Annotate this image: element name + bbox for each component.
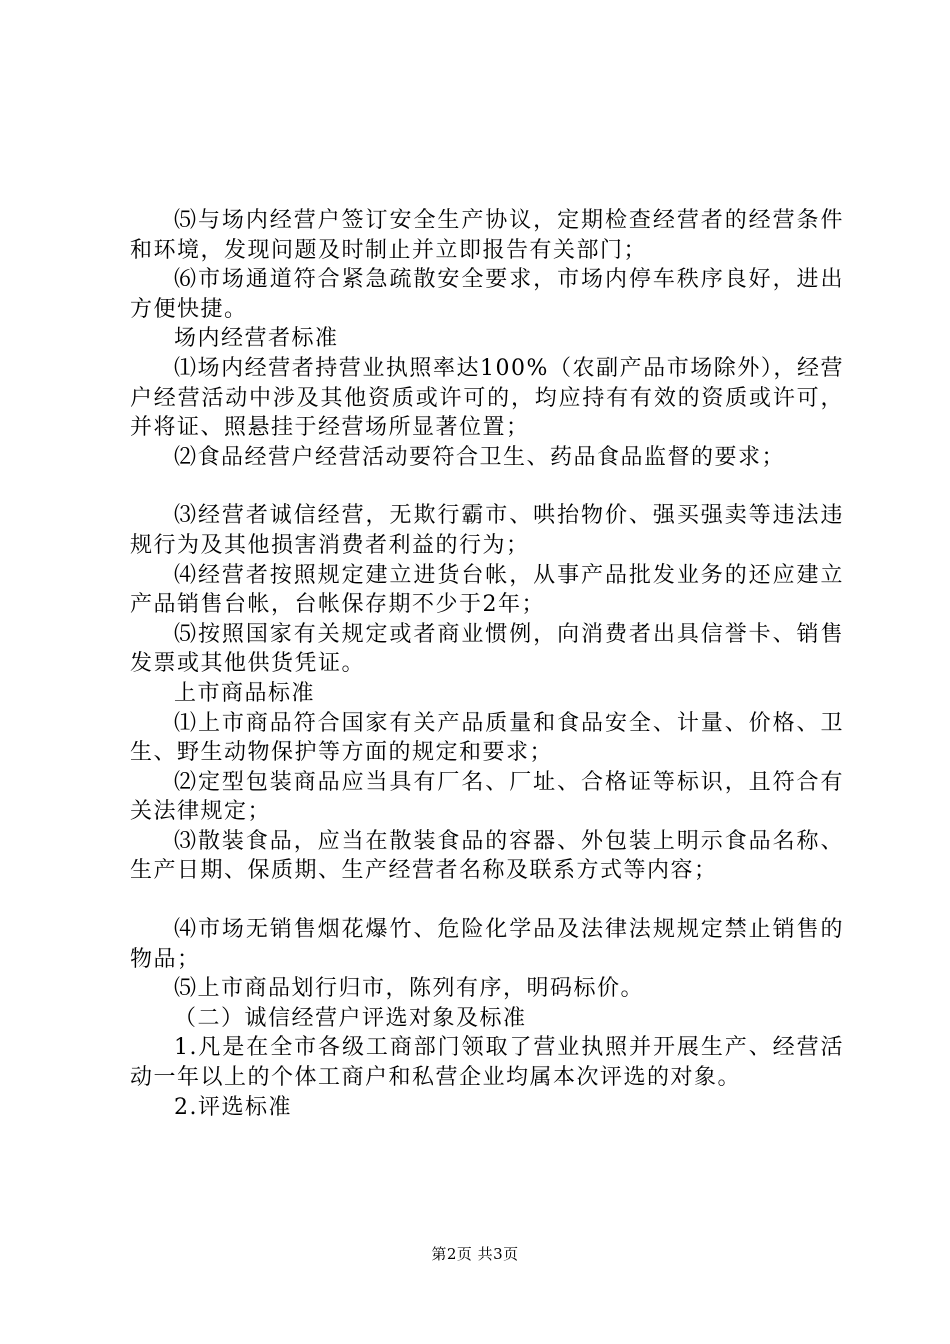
page-number-footer: 第2页 共3页 xyxy=(431,1245,519,1263)
paragraph-prohibited-goods: ⑷市场无销售烟花爆竹、危险化学品及法律法规规定禁止销售的物品； xyxy=(130,917,844,972)
paragraph-bulk-food: ⑶散装食品，应当在散装食品的容器、外包装上明示食品名称、生产日期、保质期、生产经营者名称及联系方式等内容； xyxy=(130,828,844,884)
paragraph-honest-operation: ⑶经营者诚信经营，无欺行霸市、哄抬物价、强买强卖等违法违规行为及其他损害消费者利益的行为； xyxy=(130,503,844,558)
paragraph-food-operator: ⑵食品经营户经营活动要符合卫生、药品食品监督的要求； xyxy=(174,444,786,470)
document-body xyxy=(130,206,844,1122)
heading-goods-standards: 上市商品标准 xyxy=(174,680,316,706)
paragraph-goods-quality: ⑴上市商品符合国家有关产品质量和食品安全、计量、价格、卫生、野生动物保护等方面的规定和要求； xyxy=(130,710,844,766)
heading-honest-operator-selection: （二）诚信经营户评选对象及标准 xyxy=(174,1005,527,1031)
paragraph-packaged-goods: ⑵定型包装商品应当具有厂名、厂址、合格证等标识，且符合有关法律规定； xyxy=(130,769,844,825)
paragraph-selection-standards: 2.评选标准 xyxy=(174,1094,292,1120)
paragraph-market-safety-agreement: ⑸与场内经营户签订安全生产协议，定期检查经营者的经营条件和环境，发现问题及时制止并立即报告有关部门； xyxy=(130,208,844,263)
paragraph-operator-license: ⑴场内经营者持营业执照率达100%（农副产品市场除外），经营户经营活动中涉及其他资质或许可的，均应持有有效的资质或许可，并将证、照悬挂于经营场所显著位置； xyxy=(130,355,844,441)
paragraph-market-passage: ⑹市场通道符合紧急疏散安全要求，市场内停车秩序良好，进出方便快捷。 xyxy=(130,267,844,322)
paragraph-selection-targets: 1.凡是在全市各级工商部门领取了营业执照并开展生产、经营活动一年以上的个体工商户和私营企业均属本次评选的对象。 xyxy=(130,1035,844,1091)
heading-operator-standards: 场内经营者标准 xyxy=(174,326,339,352)
paragraph-goods-display: ⑸上市商品划行归市，陈列有序，明码标价。 xyxy=(174,976,645,1002)
paragraph-purchase-ledger: ⑷经营者按照规定建立进货台帐，从事产品批发业务的还应建立产品销售台帐，台帐保存期不少于2年； xyxy=(130,562,844,618)
paragraph-receipts: ⑸按照国家有关规定或者商业惯例，向消费者出具信誉卡、销售发票或其他供货凭证。 xyxy=(130,621,844,677)
